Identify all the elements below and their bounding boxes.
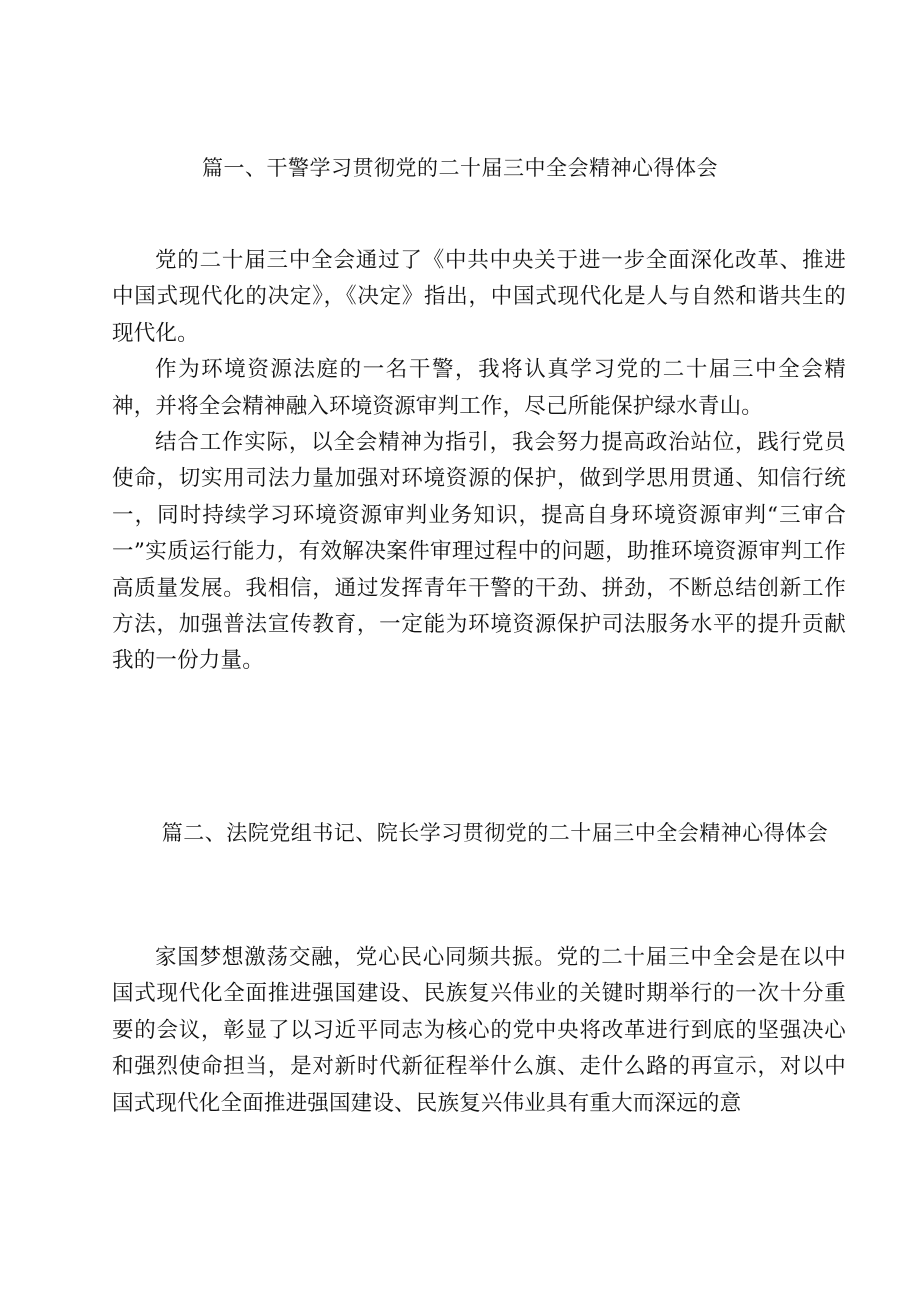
- section-2-title: 篇二、法院党组书记、院长学习贯彻党的二十届三中全会精神心得体会: [161, 821, 829, 845]
- section-2-paragraph-1: 家国梦想激荡交融，党心民心同频共振。党的二十届三中全会是在以中国式现代化全面推进强国建设、民族复兴伟业的关键时期举行的一次十分重要的会议，彰显了以习近平同志为核心的党中央将改革进行到底的坚强决心和强烈使命担当，是对新时代新征程举什么旗、走什么路的再宣示，对以中国式现代化全面推进强国建设、民族复兴伟业具有重大而深远的意: [112, 945, 846, 1116]
- section-1-paragraph-1: 党的二十届三中全会通过了《中共中央关于进一步全面深化改革、推进中国式现代化的决定》，《决定》指出，中国式现代化是人与自然和谐共生的现代化。: [112, 248, 846, 346]
- section-2-body: [112, 940, 846, 1122]
- section-1-body: [112, 243, 846, 680]
- section-1-paragraph-3: 结合工作实际，以全会精神为指引，我会努力提高政治站位，践行党员使命，切实用司法力量加强对环境资源的保护，做到学思用贯通、知信行统一，同时持续学习环境资源审判业务知识，提高自身环境资源审判“三审合一”实质运行能力，有效解决案件审理过程中的问题，助推环境资源审判工作高质量发展。我相信，通过发挥青年干警的干劲、拼劲，不断总结创新工作方法，加强普法宣传教育，一定能为环境资源保护司法服务水平的提升贡献我的一份力量。: [112, 430, 846, 674]
- section-1-title: 篇一、干警学习贯彻党的二十届三中全会精神心得体会: [202, 156, 718, 180]
- section-1-paragraph-2: 作为环境资源法庭的一名干警，我将认真学习党的二十届三中全会精神，并将全会精神融入环境资源审判工作，尽己所能保护绿水青山。: [112, 357, 846, 419]
